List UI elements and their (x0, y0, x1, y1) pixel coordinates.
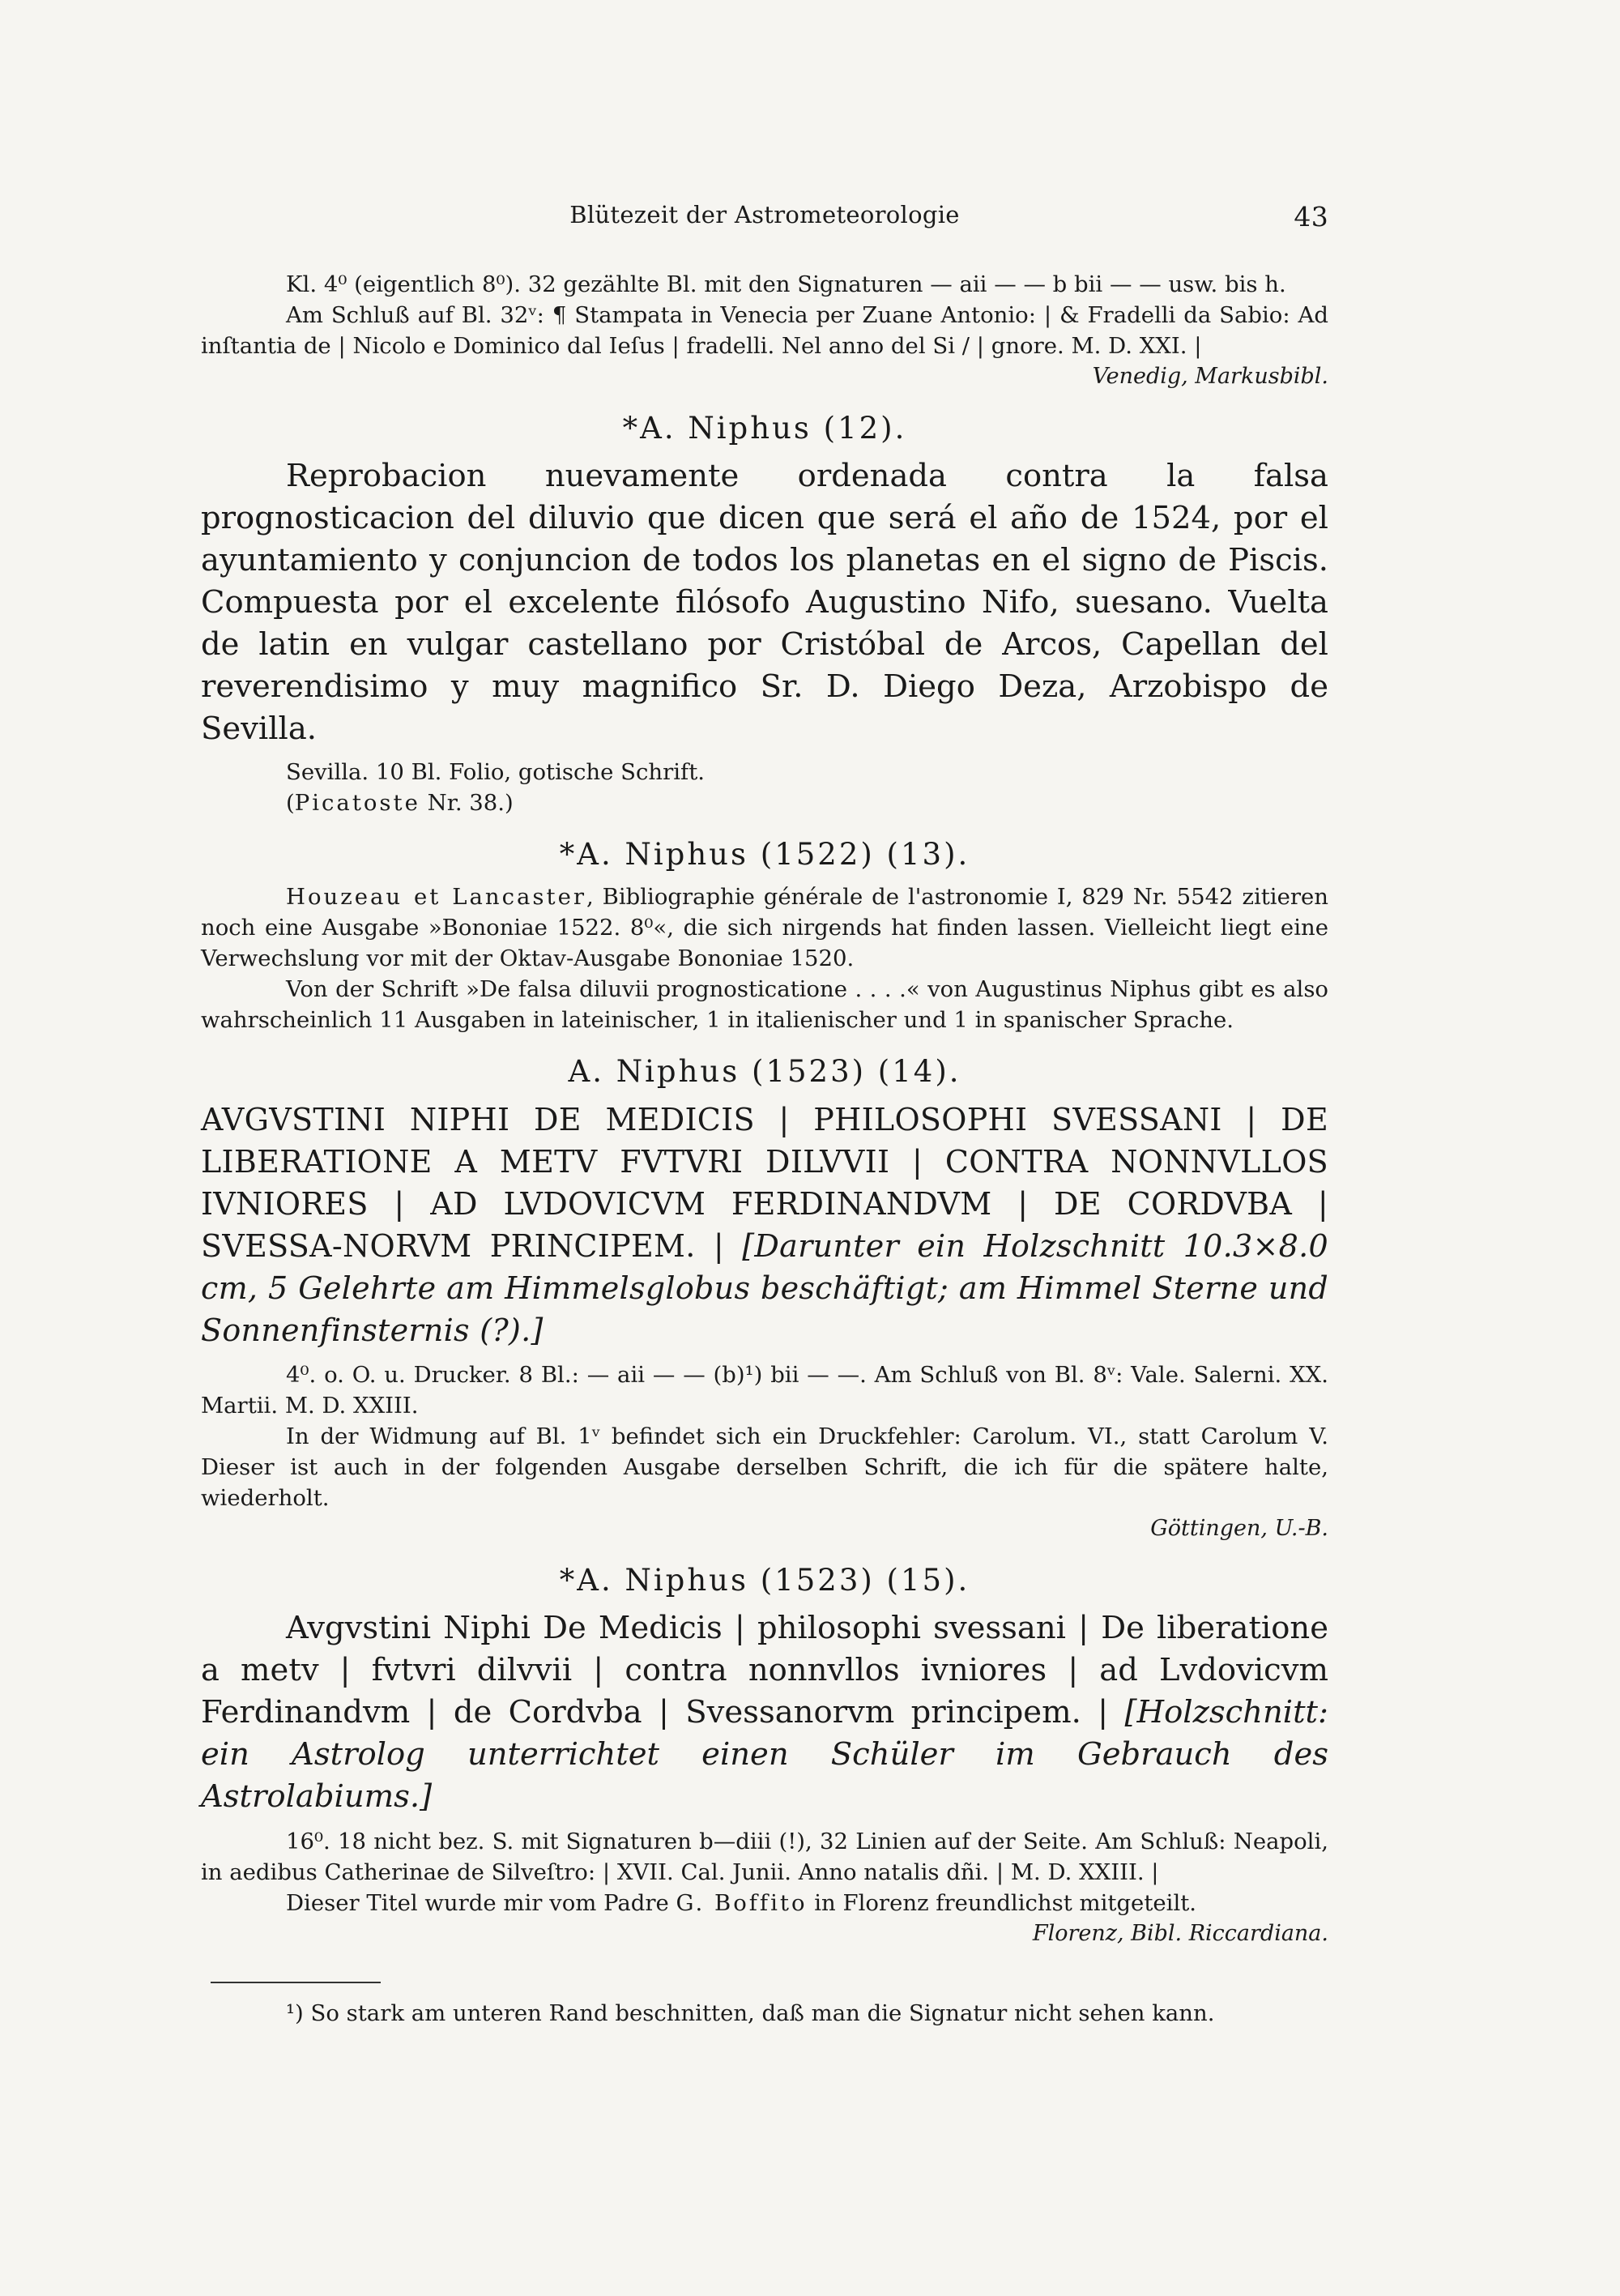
houzeau-ref: , Bibliographie générale de l'astronomie I, 829 Nr. 5542 zitieren noch eine Ausgabe »Bononiae 1522. 8⁰«, die sich nirgends hat finden lassen. Vielleicht liegt eine Verwechslung vor mit der Oktav-Ausgabe Bononiae 1520. (201, 884, 1328, 971)
format-line: Kl. 4⁰ (eigentlich 8⁰). 32 gezählte Bl. mit den Signaturen — aii — — b bii — — usw. bis h. (286, 271, 1286, 297)
entry-text-13b: Von der Schrift »De falsa diluvii prognosticatione . . . .« von Augustinus Niphus gibt es also wahrscheinlich 11 Ausgaben in lateinischer, 1 in italienischer und 1 in spanischer Sprache. (201, 976, 1328, 1033)
text-15b-pre: Dieser Titel wurde mir vom Padre (286, 1890, 676, 1916)
name-boffito: G. Boffito (676, 1890, 808, 1916)
entry-text-15a: 16⁰. 18 nicht bez. S. mit Signaturen b—diii (!), 32 Linien auf der Seite. Am Schluß: Neapoli, in aedibus Catherinae de Silveſtro: | XVII. Cal. Junii. Anno natalis dñi. | M. D. XXIII. | (201, 1829, 1328, 1885)
title-caps-14: AVGVSTINI NIPHI DE MEDICIS | PHILOSOPHI SVESSANI | DE LIBERATIONE A METV FVTVRI DILVVII | CONTRA NONNVLLOS IVNIORES | AD LVDOVICVM FERDINANDVM | DE CORDVBA | SVESSA-NORVM PRINCIPEM. | (201, 1102, 1328, 1264)
book-page (201, 201, 1328, 2029)
entry-title-14 (201, 1099, 1328, 1351)
picatoste-ref: Nr. 38.) (420, 790, 514, 816)
entry-heading-14: A. Niphus (1523) (14). (568, 1054, 961, 1089)
footnote-rule (211, 1982, 381, 1983)
title-note-15: [Holzschnitt: ein Astrolog unterrichtet einen Schüler im Gebrauch des Astrolabiums.] (201, 1694, 1328, 1815)
text-15b-post: in Florenz freundlichst mitgeteilt. (807, 1890, 1197, 1916)
entry-heading-13: *A. Niphus (1522) (13). (559, 837, 970, 872)
entry-text-14a: 4⁰. o. O. u. Drucker. 8 Bl.: — aii — — (b)¹) bii — —. Am Schluß von Bl. 8ᵛ: Vale. Salerni. XX. Martii. M. D. XXIII. (201, 1362, 1328, 1419)
entry-text-14b: In der Widmung auf Bl. 1ᵛ befindet sich ein Druckfehler: Carolum. VI., statt Carolum V. Dieser ist auch in der folgenden Ausgabe derselben Schrift, die ich für die spätere halte, wiederholt. (201, 1423, 1328, 1511)
title-text-15: Avgvstini Niphi De Medicis | philosophi svessani | De liberatione a metv | fvtvri dilvvii | contra nonnvllos ivniores | ad Lvdovicvm Ferdinandvm | de Cordvba | Svessanorvm principem. | (201, 1610, 1328, 1731)
location-venedig: Venedig, Markusbibl. (1092, 364, 1328, 389)
entry-heading-12: *A. Niphus (12). (622, 411, 907, 446)
entry-heading-15: *A. Niphus (1523) (15). (559, 1563, 970, 1598)
footnote: ¹) So stark am unteren Rand beschnitten, daß man die Signatur nicht sehen kann. (286, 2000, 1215, 2026)
author-houzeau: Houzeau et Lancaster (286, 884, 586, 910)
entry-title-15 (201, 1607, 1328, 1818)
author-picatoste: Picatoste (294, 790, 420, 816)
location-goettingen: Göttingen, U.-B. (1150, 1516, 1328, 1541)
page-header (201, 201, 1328, 241)
entry-note-12a: Sevilla. 10 Bl. Folio, gotische Schrift. (286, 759, 706, 785)
entry-text-13a (201, 881, 1328, 974)
running-title: Blütezeit der Astrometeorologie (569, 201, 960, 228)
colophon: Am Schluß auf Bl. 32ᵛ: ¶ Stampata in Venecia per Zuane Antonio: | & Fradelli da Sabio: Ad inſtantia de | Nicolo e Dominico dal Ieſus | fradelli. Nel anno del Si / | gnore. M. D. XXI. | (201, 302, 1328, 359)
entry-text-15b (201, 1888, 1328, 1918)
entry-title-12: Reprobacion nuevamente ordenada contra la falsa prognosticacion del diluvio que dicen que será el año de 1524, por el ayuntamiento y conjuncion de todos los planetas en el signo de Piscis. Compuesta por el excelente filósofo Augustino Nifo, suesano. Vuelta de latin en vulgar castellano por Cristóbal de Arcos, Capellan del reverendisimo y muy magnifico Sr. D. Diego Deza, Arzobispo de Sevilla. (201, 458, 1328, 747)
location-florenz: Florenz, Bibl. Riccardiana. (1032, 1921, 1328, 1946)
entry-note-12b: (Picatoste Nr. 38.) (286, 790, 514, 816)
title-note-14: [Darunter ein Holzschnitt 10.3×8.0 cm, 5 Gelehrte am Himmelsglobus beschäftigt; am Himmel Sterne und Sonnenfinsternis (?).] (201, 1228, 1328, 1348)
page-number: 43 (1294, 201, 1328, 233)
